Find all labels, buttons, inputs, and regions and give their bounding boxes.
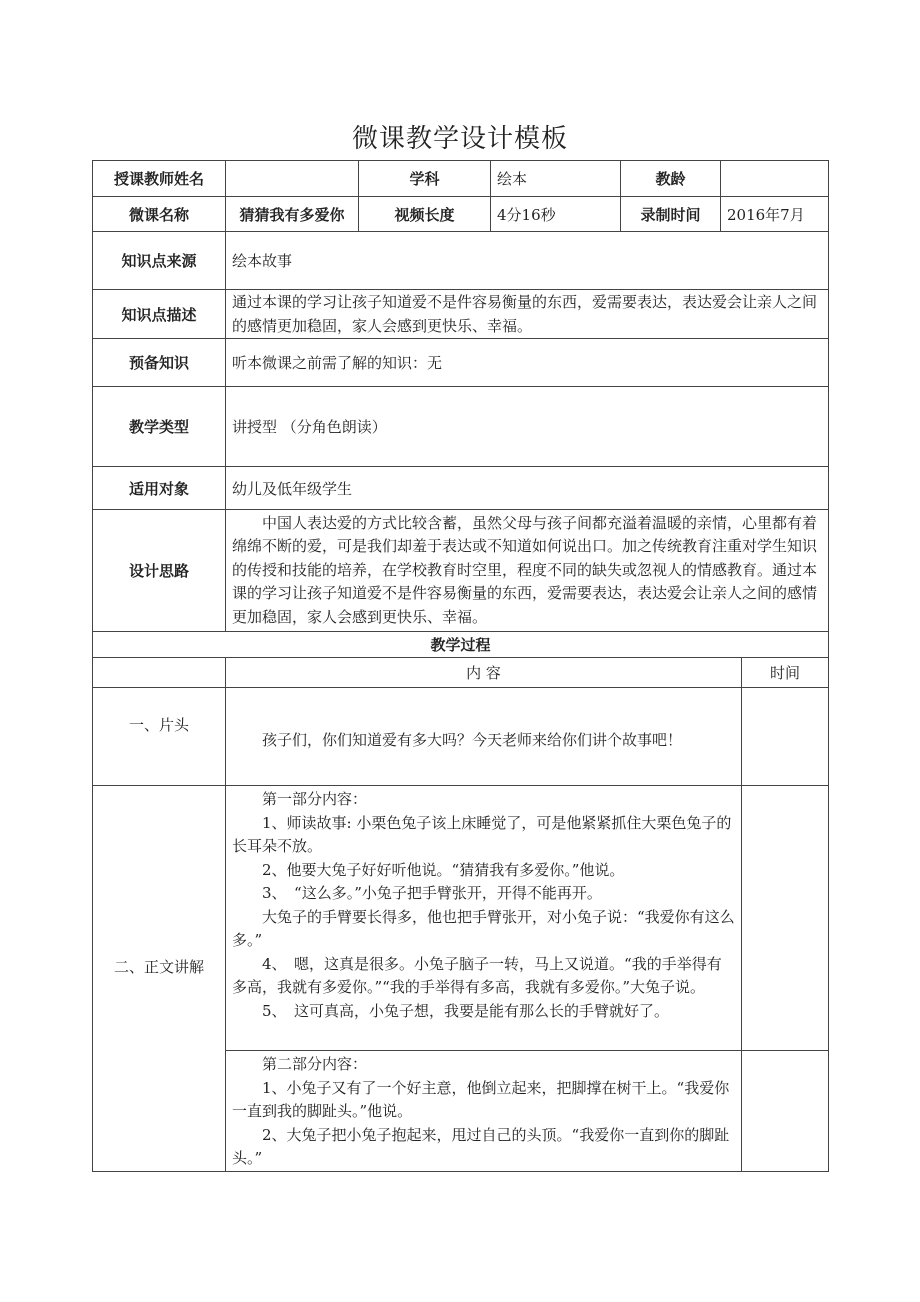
part2-time [742,1051,829,1172]
rec-label: 录制时间 [621,197,721,232]
part2-line: 1、小兔子又有了一个好主意，他倒立起来，把脚撑在树干上。“我爱你一直到我的脚趾头。”他说。 [232,1078,730,1120]
sec1-text: 孩子们，你们知道爱有多大吗？今天老师来给你们讲个故事吧！ [262,730,683,749]
desc-value: 通过本课的学习让孩子知道爱不是件容易衡量的东西，爱需要表达，表达爱会让亲人之间的感情更加稳固，家人会感到更快乐、幸福。 [226,290,829,339]
target-value: 幼儿及低年级学生 [226,467,829,510]
part2-cell [226,1051,742,1172]
subject-value: 绘本 [491,161,621,197]
course-value: 猜猜我有多爱你 [226,197,359,232]
part1-line: 大兔子的手臂要长得多，他也把手臂张开，对小兔子说：“我爱你有这么多。” [232,907,735,949]
sec1-time [742,688,829,786]
target-label: 适用对象 [93,467,226,510]
design-label: 设计思路 [93,510,226,632]
prereq-label: 预备知识 [93,339,226,387]
part1-line: 第一部分内容： [262,790,368,808]
time-header: 时间 [742,658,829,688]
process-table [92,631,829,1172]
part1-line: 1、师读故事: 小栗色兔子该上床睡觉了，可是他紧紧抓住大栗色兔子的长耳朵不放。 [232,813,732,855]
length-label: 视频长度 [359,197,491,232]
design-value: 中国人表达爱的方式比较含蓄，虽然父母与孩子间都充溢着温暖的亲情，心里都有着绵绵不断的爱，可是我们却羞于表达或不知道如何说出口。加之传统教育注重对学生知识的传授和技能的培养，在学校教育时空里，程度不同的缺失或忽视人的情感教育。通过本课的学习让孩子知道爱不是件容易衡量的东西，爱需要表达，表达爱会让亲人之间的感情更加稳固，家人会感到更快乐、幸福。 [232,513,818,626]
age-label: 教龄 [621,161,721,197]
info-table [92,160,829,632]
process-heading: 教学过程 [93,632,829,658]
empty-header [93,658,226,688]
part1-line: 2、他要大兔子好好听他说。“猜猜我有多爱你。”他说。 [262,860,625,879]
content-header: 内 容 [226,658,742,688]
rec-value: 2016年7月 [721,197,829,232]
type-label: 教学类型 [93,387,226,467]
design-cell [226,510,829,632]
age-value [721,161,829,197]
part1-line: 3、 “这么多。”小兔子把手臂张开，开得不能再开。 [262,884,602,902]
sec1-label: 一、片头 [93,688,226,786]
length-value: 4分16秒 [491,197,621,232]
course-label: 微课名称 [93,197,226,232]
desc-label: 知识点描述 [93,290,226,339]
prereq-value: 听本微课之前需了解的知识：无 [226,339,829,387]
source-label: 知识点来源 [93,232,226,290]
type-value: 讲授型 （分角色朗读） [226,387,829,467]
part1-cell [226,786,742,1051]
teacher-value [226,161,359,197]
sec2-label: 二、正文讲解 [93,786,226,1172]
source-value: 绘本故事 [226,232,829,290]
subject-label: 学科 [359,161,491,197]
sec1-cell [226,688,742,786]
part1-time [742,786,829,1051]
part1-line: 5、 这可真高，小兔子想，我要是能有那么长的手臂就好了。 [262,1001,670,1020]
part2-line: 第二部分内容： [262,1055,368,1073]
teacher-label: 授课教师姓名 [93,161,226,197]
page-title: 微课教学设计模板 [351,124,568,154]
part1-line: 4、 嗯，这真是很多。小兔子脑子一转，马上又说道。“我的手举得有多高，我就有多爱你。”“我的手举得有多高，我就有多爱你。”大兔子说。 [232,954,722,996]
part2-line: 2、大兔子把小兔子抱起来，甩过自己的头顶。“我爱你一直到你的脚趾头。” [232,1125,730,1167]
